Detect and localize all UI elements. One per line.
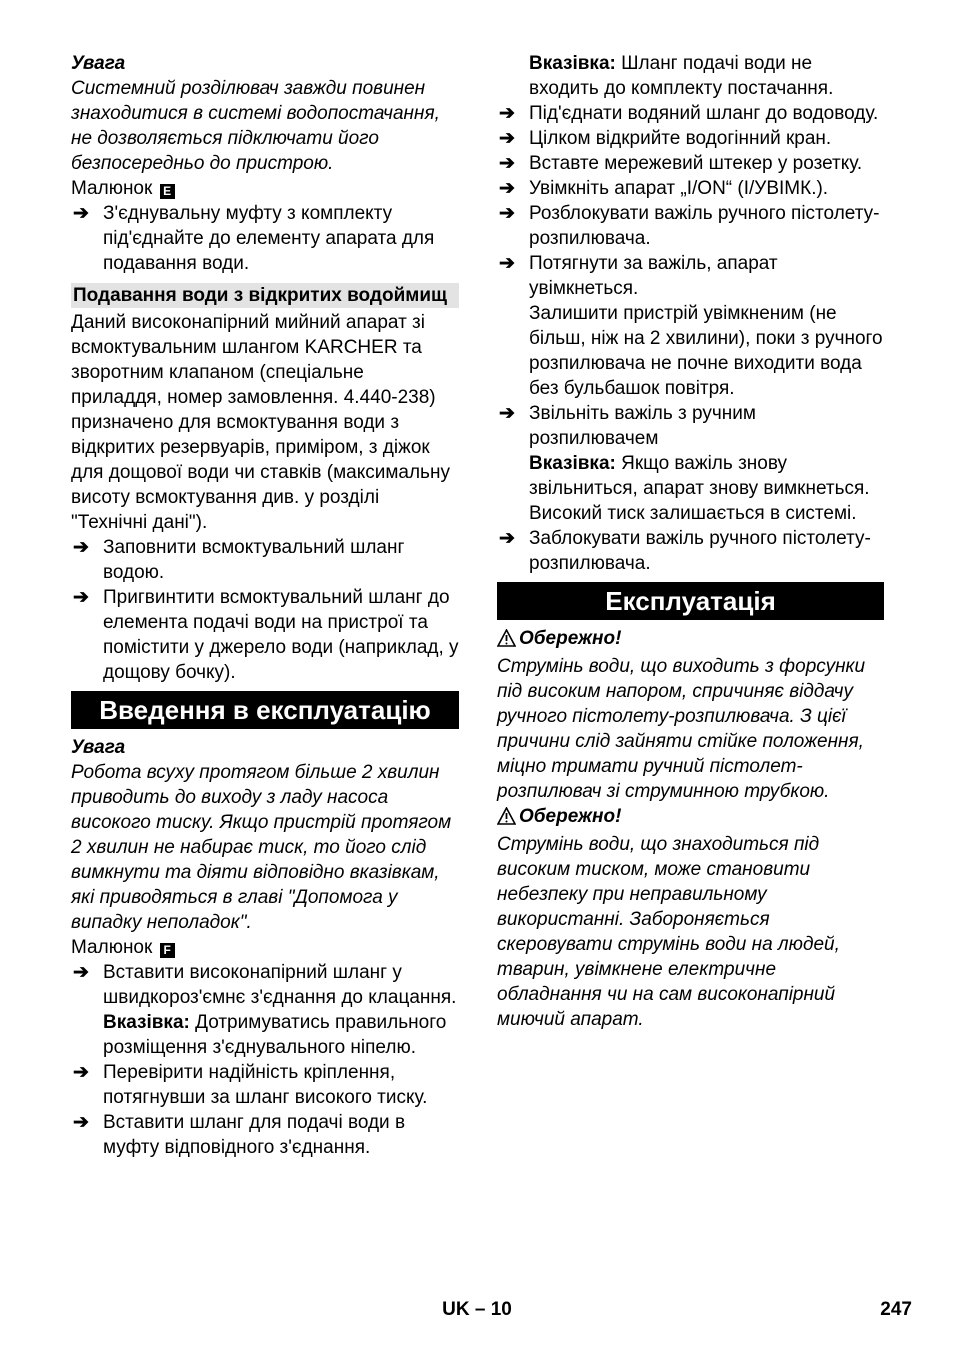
step-text: Звільніть важіль з ручним розпилювачем: [529, 403, 756, 449]
hint-text: Якщо важіль знову звільниться, апарат знову вимкнеться. Високий тиск залишається в системі.: [529, 453, 870, 524]
step-item: [497, 251, 884, 301]
step-text: Вставте мережевий штекер у розетку.: [529, 153, 863, 174]
arrow-right-icon: ➔: [499, 403, 515, 424]
step-item: [71, 201, 459, 276]
caution-text: Струмінь води, що знаходиться під високим тиском, може становити небезпеку при неправильному використанні. Забороняється скеровувати струмінь води на людей, тварин, увімкнене електричне обладнання чи на сам високонапірний миючий апарат.: [497, 834, 840, 1030]
arrow-right-icon: ➔: [499, 203, 515, 224]
right-column: [497, 51, 884, 1032]
figure-reference: [71, 935, 459, 960]
arrow-right-icon: ➔: [73, 962, 89, 983]
arrow-right-icon: ➔: [499, 103, 515, 124]
hint-label: Вказівка:: [529, 453, 616, 474]
step-item: [71, 585, 459, 685]
paragraph: Даний високонапірний мийний апарат зі всмоктувальним шлангом KARCHER та зворотним клапаном (спеціальне приладдя, номер замовлення. 4.440-238) призначено для всмоктування води з відкритих резервуарів, приміром, з діжок для дощової води чи ставків (максимальну висоту всмоктування див. у розділі "Технічні дані").: [71, 312, 450, 533]
arrow-right-icon: ➔: [73, 537, 89, 558]
hint-text: Шланг подачі води не входить до комплекту постачання.: [529, 53, 834, 99]
step-item: [497, 101, 884, 126]
step-item: [497, 201, 884, 251]
step-item: [497, 526, 884, 576]
step-item: [497, 176, 884, 201]
step-item: [497, 401, 884, 451]
step-text: Пригвинтити всмоктувальний шланг до елемента подачі води на пристрої та помістити у джерело води (наприклад, у дощову бочку).: [103, 587, 459, 683]
note-text: Системний розділювач завжди повинен знаходитися в системі водопостачання, не дозволяється підключати його безпосередньо до пристрою.: [71, 78, 440, 174]
figure-label: Малюнок: [71, 937, 153, 958]
figure-reference: [71, 176, 459, 201]
arrow-right-icon: ➔: [73, 587, 89, 608]
page-number: 247: [880, 1299, 912, 1320]
arrow-right-icon: ➔: [499, 528, 515, 549]
hint-label: Вказівка:: [529, 53, 616, 74]
figure-label: Малюнок: [71, 178, 153, 199]
arrow-right-icon: ➔: [73, 1112, 89, 1133]
step-item: [497, 151, 884, 176]
step-text: Вставити шланг для подачі води в муфту відповідного з'єднання.: [103, 1112, 406, 1158]
step-text: Заблокувати важіль ручного пістолету-розпилювача.: [529, 528, 871, 574]
hint: [497, 51, 884, 101]
left-column: [71, 51, 459, 1160]
step-text: Вставити високонапірний шланг у швидкороз'ємнє з'єднання до клацання.: [103, 962, 457, 1008]
step-text: Розблокувати важіль ручного пістолету-розпилювача.: [529, 203, 880, 249]
step-item: [497, 126, 884, 151]
caution-label: Обережно!: [519, 628, 622, 649]
step-text: Під'єднати водяний шланг до водоводу.: [529, 103, 879, 124]
section-title: Введення в експлуатацію: [71, 691, 459, 729]
step-text: Цілком відкрийте водогінний кран.: [529, 128, 832, 149]
hint: [71, 1010, 459, 1060]
step-continuation: Залишити пристрій увімкненим (не більш, ніж на 2 хвилини), поки з ручного розпилювача не почне виходити вода без бульбашок повітря.: [529, 303, 883, 399]
caution-text: Струмінь води, що виходить з форсунки під високим напором, спричиняє віддачу ручного пістолету-розпилювача. З цієї причини слід зайняти стійке положення, міцно тримати ручний пістолет-розпилювач зі струминною трубкою.: [497, 656, 866, 802]
warning-triangle-icon: [497, 807, 519, 832]
warning-triangle-icon: [497, 629, 519, 654]
step-item: [71, 960, 459, 1010]
step-text: Увімкніть апарат „I/ON“ (I/УВІМК.).: [529, 178, 829, 199]
arrow-right-icon: ➔: [73, 1062, 89, 1083]
step-text: Перевірити надійність кріплення, потягнувши за шланг високого тиску.: [103, 1062, 428, 1108]
caution-heading: [497, 804, 884, 832]
hint-text: Дотримуватись правильного розміщення з'єднувального ніпелю.: [103, 1012, 447, 1058]
subsection-heading: Подавання води з відкритих водоймищ: [71, 283, 459, 308]
arrow-right-icon: ➔: [499, 178, 515, 199]
footer-section-label: UK – 10: [442, 1299, 512, 1320]
step-item: [71, 535, 459, 585]
section-title: Експлуатація: [497, 582, 884, 620]
note-heading: Увага: [71, 737, 126, 758]
note-text: Робота всуху протягом більше 2 хвилин приводить до виходу з ладу насоса високого тиску. Якщо пристрій протягом 2 хвилин не набирає тиск, то його слід вимкнути та діяти відповідно вказівкам, які приводяться в главі "Допомога у випадку неполадок".: [71, 762, 452, 933]
arrow-right-icon: ➔: [73, 203, 89, 224]
figure-letter-badge: E: [160, 184, 175, 199]
step-item: [71, 1110, 459, 1160]
step-item: [71, 1060, 459, 1110]
arrow-right-icon: ➔: [499, 128, 515, 149]
arrow-right-icon: ➔: [499, 253, 515, 274]
caution-label: Обережно!: [519, 806, 622, 827]
figure-letter-badge: F: [160, 943, 175, 958]
arrow-right-icon: ➔: [499, 153, 515, 174]
step-text: З'єднувальну муфту з комплекту під'єднайте до елементу апарата для подавання води.: [103, 203, 435, 274]
step-text: Потягнути за важіль, апарат увімкнеться.: [529, 253, 778, 299]
caution-heading: [497, 626, 884, 654]
hint: [497, 451, 884, 526]
note-heading: Увага: [71, 53, 126, 74]
hint-label: Вказівка:: [103, 1012, 190, 1033]
step-text: Заповнити всмоктувальний шланг водою.: [103, 537, 405, 583]
